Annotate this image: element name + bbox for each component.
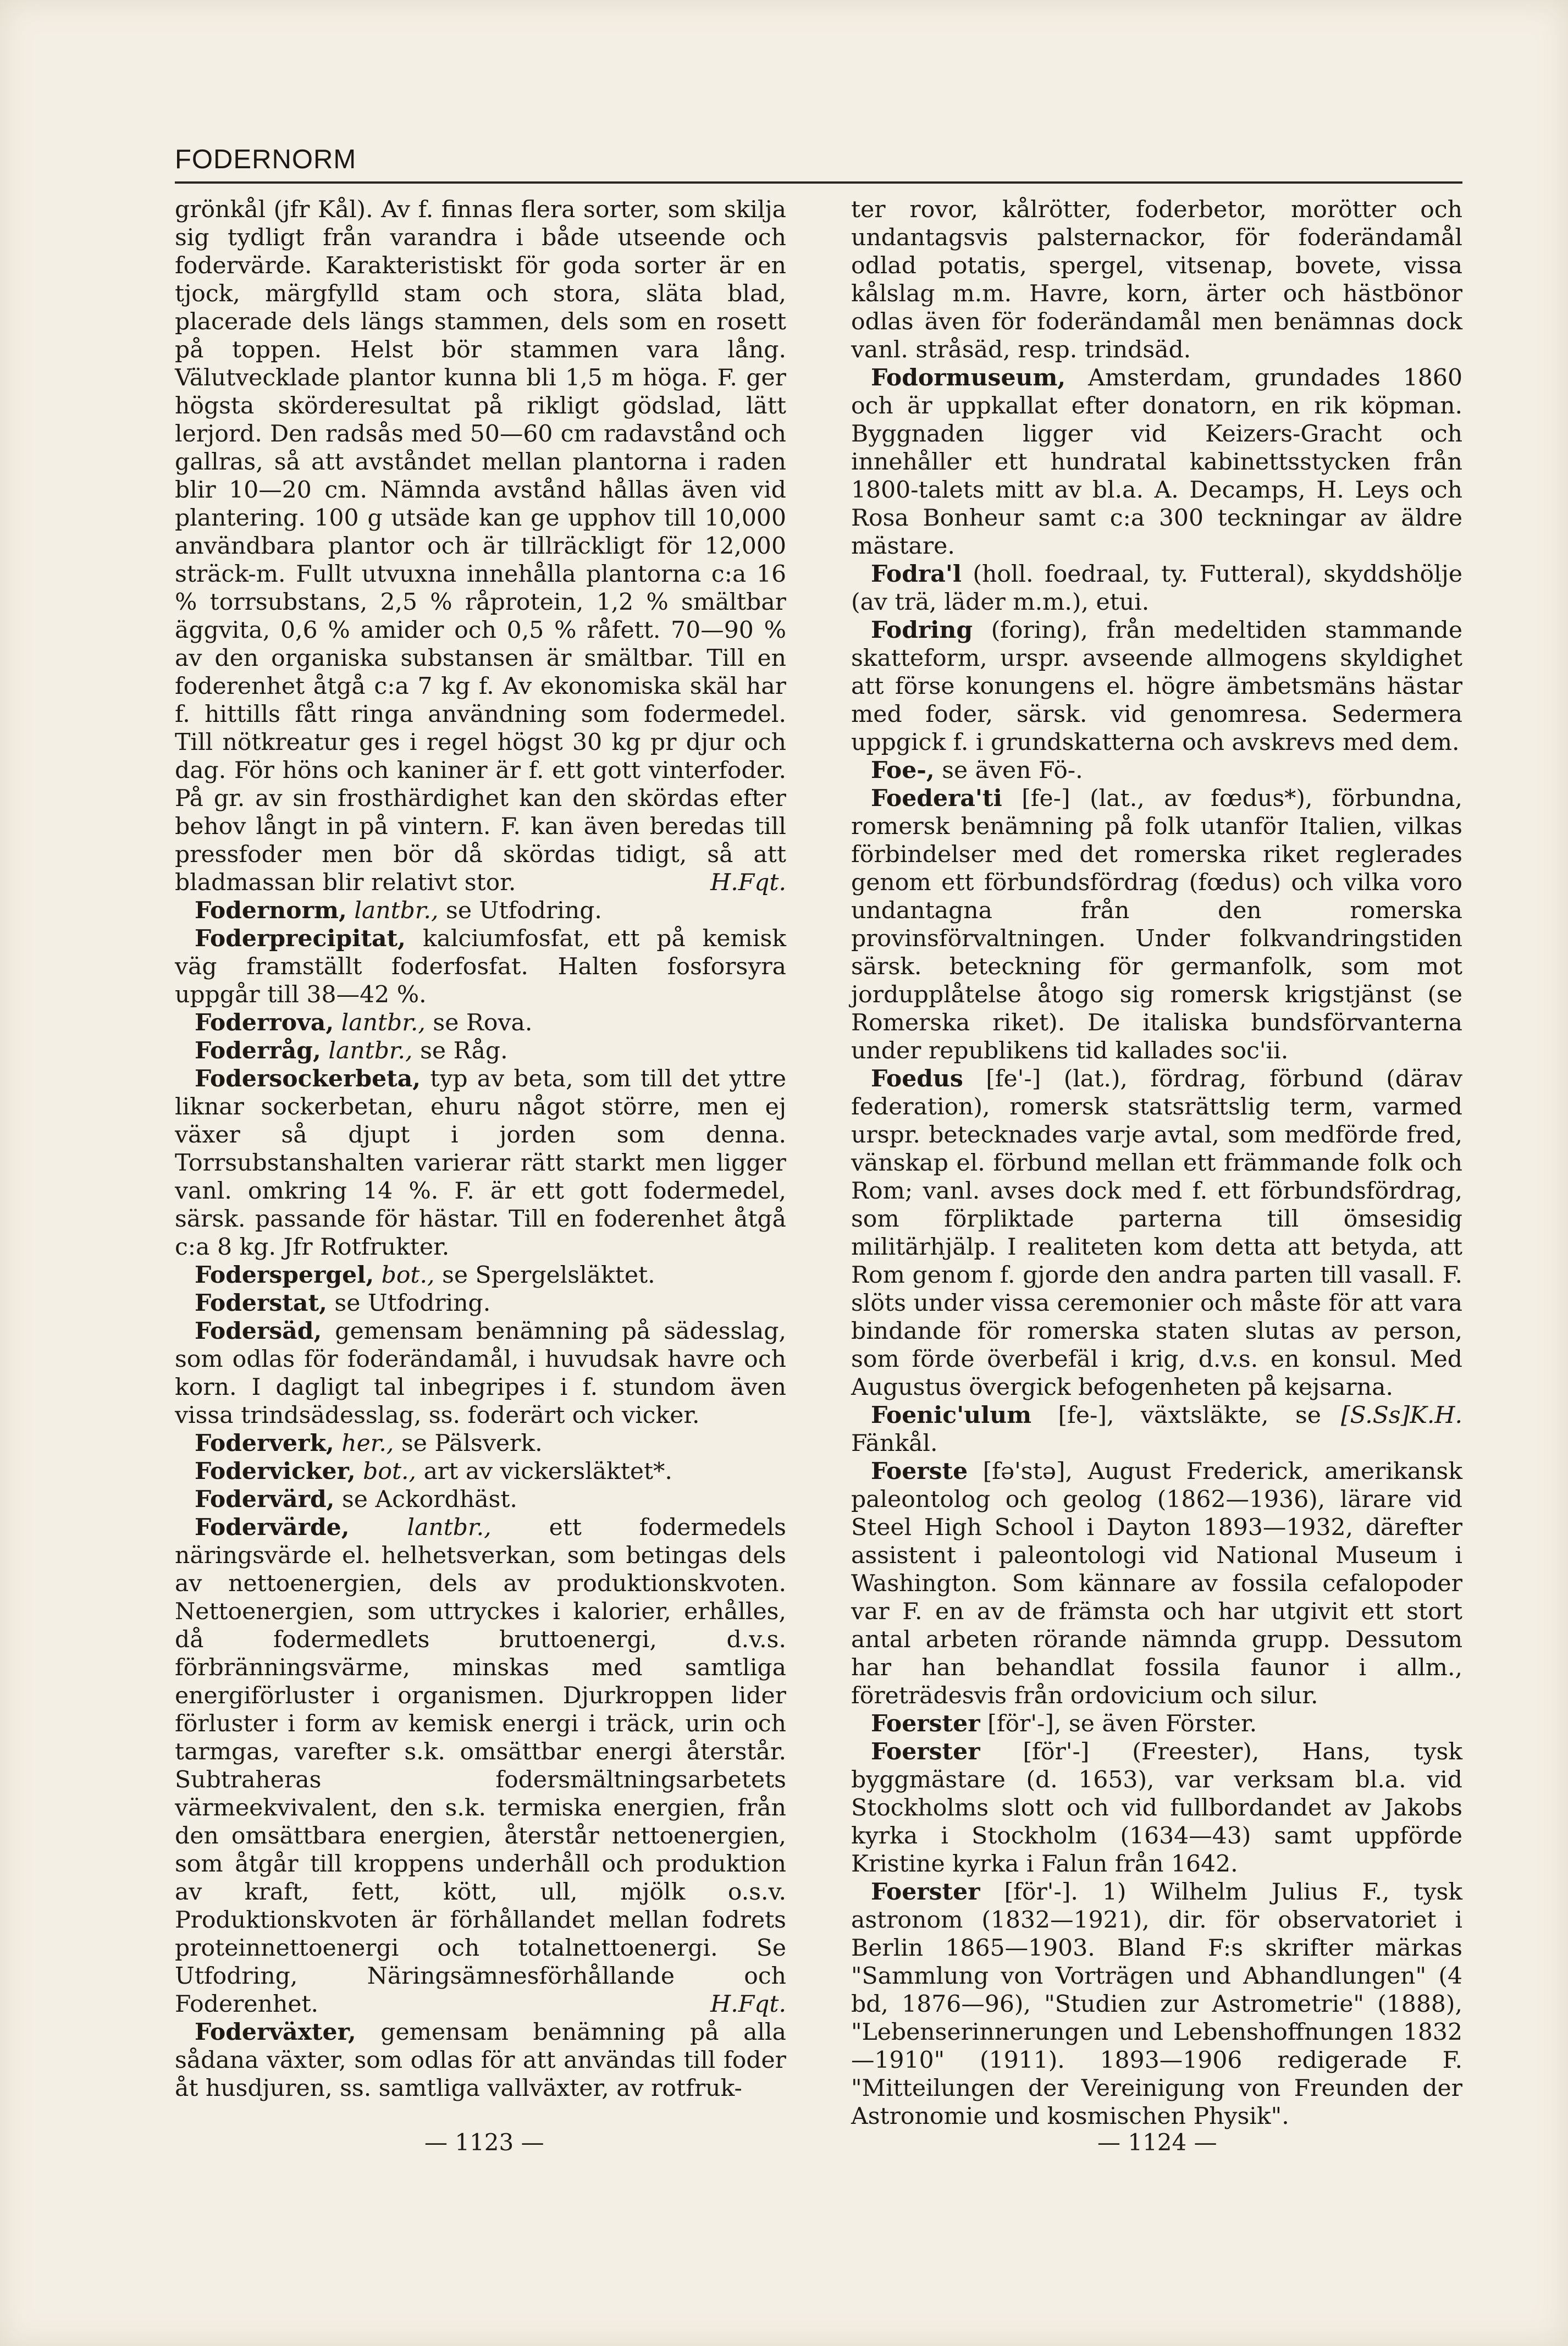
entry-headword: Foderspergel, [195, 1261, 374, 1289]
running-title: FODERNORM [175, 145, 357, 174]
entry-headword: Fodormuseum, [871, 364, 1066, 391]
entry-text: se Utfodring. [446, 897, 602, 924]
entry-headword: Fodersäd, [195, 1317, 322, 1345]
dictionary-entry [175, 1009, 786, 1037]
entry-field-label: bot., [381, 1262, 435, 1289]
entry-text: (holl. foedraal, ty. Futteral), skyddshölje (av trä, läder m.m.), etui. [851, 561, 1462, 616]
entry-text: se Ackordhäst. [342, 1486, 517, 1513]
dictionary-entry [851, 560, 1462, 616]
dictionary-entry [175, 1289, 786, 1317]
page-number-left: — 1123 — [424, 2129, 544, 2156]
entry-headword: Foderväxter, [195, 2018, 356, 2046]
entry-text: se Spergelsläktet. [442, 1262, 655, 1289]
left-intro [175, 196, 786, 897]
left-column [175, 196, 786, 2102]
entry-text: kalciumfosfat, ett på kemisk väg framställt foderfosfat. Halten fosforsyra uppgår till 38—42 %. [175, 925, 787, 1008]
dictionary-entry [851, 785, 1462, 1065]
entry-text: [fe'-] (lat.), fördrag, förbund (därav federation), romersk statsrättslig term, varmed urspr. betecknades varje avtal, som medförde fred, vänskap el. förbund mellan ett främmande folk och Rom; vanl. avses dock med f. ett förbundsfördrag, som förpliktade parterna till ömsesidig militärhjälp. I realiteten kom detta att betyda, att Rom genom f. gjorde den andra parten till vasall. F. slöts under vissa ceremonier och måste för att vara bindande för romerska staten slutas av person, som förde överbefäl i krig, d.v.s. en konsul. Med Augustus övergick befogenheten på kejsarna. [851, 1066, 1462, 1401]
entry-headword: Foerster [871, 1738, 980, 1765]
entry-headword: Foerster [871, 1710, 980, 1737]
entry-field-label: lantbr., [407, 1514, 492, 1541]
entry-headword: Foerster [871, 1878, 980, 1906]
dictionary-entry [851, 757, 1462, 785]
dictionary-entry [851, 1710, 1462, 1738]
entry-text: (foring), från medeltiden stammande skatteform, urspr. avseende allmogens skyldighet att förse konungens el. högre ämbetsmäns hästar med foder, särsk. vid genomresa. Sedermera uppgick f. i grundskatterna och avskrevs med dem. [851, 617, 1462, 756]
dictionary-entry [851, 616, 1462, 757]
intro-text: grönkål (jfr Kål). Av f. finnas flera sorter, som skilja sig tydligt från varandra i både utseende och fodervärde. Karakteristiskt för goda sorter är en tjock, märgfylld stam och stora, släta blad, placerade dels längs stammen, dels som en rosett på toppen. Helst bör stammen vara lång. Välutvecklade plantor kunna bli 1,5 m höga. F. ger högsta skörderesultat på rikligt gödslad, lätt lerjord. Den radsås med 50—60 cm radavstånd och gallras, så att avståndet mellan plantorna i raden blir 10—20 cm. Nämnda avstånd hållas även vid plantering. 100 g utsäde kan ge upphov till 10,000 användbara plantor och är tillräckligt för 12,000 sträck-m. Fullt utvuxna innehålla plantorna c:a 16 % torrsubstans, 2,5 % råprotein, 1,2 % smältbar äggvita, 0,6 % amider och 0,5 % råfett. 70—90 % av den organiska substansen är smältbar. Till en foderenhet åtgå c:a 7 kg f. Av ekonomiska skäl har f. hittills fått ringa användning som fodermedel. Till nötkreatur ges i regel högst 30 kg pr djur och dag. För höns och kaniner är f. ett gott vinterfoder. På gr. av sin frosthärdighet kan den skördas efter behov långt in på vintern. F. kan även beredas till pressfoder men bör då skördas tidigt, så att bladmassan blir relativt stor. [175, 196, 786, 896]
signature: H.Fqt. [710, 1991, 786, 2018]
entry-text: typ av beta, som till det yttre liknar sockerbetan, ehuru något större, men ej växer så djupt i jorden som denna. Torrsubstanshalten varierar rätt starkt men ligger vanl. omkring 14 %. F. är ett gott fodermedel, särsk. passande för hästar. Till en foderenhet åtgå c:a 8 kg. Jfr Rotfrukter. [175, 1066, 787, 1261]
dictionary-entry [175, 1037, 786, 1065]
entry-headword: Foenic'ulum [871, 1401, 1032, 1429]
entry-text: se Utfodring. [334, 1290, 491, 1317]
entry-field-label: her., [341, 1430, 394, 1457]
entry-text: [fe-], växtsläkte, se Fänkål. [851, 1402, 1321, 1457]
entry-text: [fe-] (lat., av fœdus*), förbundna, romersk benämning på folk utanför Italien, vilkas förbindelser med det romerska riket reglerades genom ett förbundsfördrag (fœdus) och vilka voro undantagna från den romerska provinsförvaltningen. Under folkvandringstiden särsk. beteckning för germanfolk, som mot jordupplåtelse åtogo sig romersk krigstjänst (se Romerska riket). De italiska bundsförvanterna under republikens tid kallades soc'ii. [851, 785, 1463, 1064]
entry-headword: Foedus [871, 1065, 963, 1092]
dictionary-entry [175, 925, 786, 1009]
entry-text: art av vickersläktet*. [423, 1458, 672, 1485]
entry-headword: Foe-, [871, 757, 935, 784]
entry-headword: Foedera'ti [871, 785, 1002, 812]
entry-text: Amsterdam, grundades 1860 och är uppkallat efter donatorn, en rik köpman. Byggnaden ligger vid Keizers-Gracht och innehåller ett hundratal kabinettsstycken från 1800-talets mitt av bl.a. A. Decamps, H. Leys och Rosa Bonheur samt c:a 300 teckningar av äldre mästare. [851, 365, 1462, 560]
entry-headword: Fodersockerbeta, [195, 1065, 421, 1092]
entry-headword: Foderråg, [195, 1037, 321, 1064]
header-rule [175, 181, 1462, 184]
entry-headword: Fodervärd, [195, 1486, 335, 1513]
entry-text: gemensam benämning på alla sådana växter, som odlas för att användas till foder åt husdjuren, ss. samtliga vallväxter, av rotfruk- [175, 2019, 786, 2102]
entry-headword: Foderverk, [195, 1429, 334, 1457]
entry-field-label: bot., [363, 1458, 417, 1485]
entry-field-label: lantbr., [328, 1037, 413, 1064]
entry-headword: Foerste [871, 1458, 968, 1485]
dictionary-entry [175, 1458, 786, 1486]
right-column [851, 196, 1462, 2130]
dictionary-entry [175, 1429, 786, 1458]
dictionary-entry [175, 1486, 786, 1514]
entry-text: gemensam benämning på sädesslag, som odlas för foderändamål, i huvudsak havre och korn. I dagligt tal inbegripes i f. stundom även vissa trindsädesslag, ss. foderärt och vicker. [175, 1318, 786, 1429]
entry-headword: Fodring [871, 616, 973, 644]
dictionary-entry [851, 1878, 1462, 2130]
right-continuation: ter rovor, kålrötter, foderbetor, morötter och undantagsvis palsternackor, för foderändamål odlad potatis, spergel, vitsenap, bovete, vissa kålslag m.m. Havre, korn, ärter och hästbönor odlas även för foderändamål men benämnas dock vanl. stråsäd, resp. trindsäd. [851, 196, 1462, 363]
dictionary-entry [175, 1317, 786, 1429]
dictionary-entry [851, 1458, 1462, 1710]
dictionary-entry [175, 1261, 786, 1289]
dictionary-entry [175, 1514, 786, 2018]
entry-text: se även Fö-. [942, 757, 1083, 784]
entry-text: ett fodermedels näringsvärde el. helhetsverkan, som betingas dels av nettoenergien, dels av produktionskvoten. Nettoenergien, som uttryckes i kalorier, erhålles, då fodermedlets bruttoenergi, d.v.s. förbränningsvärme, minskas med samtliga energiförluster i organismen. Djurkroppen lider förluster i form av kemisk energi i träck, urin och tarmgas, varefter s.k. omsättbar energi återstår. Subtraheras fodersmältningsarbetets värmeekvivalent, den s.k. termiska energien, från den omsättbara energien, återstår nettoenergien, som åtgår till kroppens underhåll och produktion av kraft, fett, kött, ull, mjölk o.s.v. Produktionskvoten är förhållandet mellan fodrets proteinnettoenergi och totalnettoenergi. Se Utfodring, Näringsämnesförhållande och Foderenhet. [175, 1514, 786, 2018]
left-entries [175, 897, 786, 2102]
signature: [S.Ss]K.H. [1340, 1402, 1462, 1429]
entry-text: se Rova. [433, 1009, 533, 1036]
dictionary-entry [175, 1065, 786, 1261]
right-entries [851, 364, 1462, 2130]
entry-headword: Foderrova, [195, 1009, 334, 1036]
dictionary-entry [175, 2018, 786, 2102]
entry-text: [för'-], se även Förster. [987, 1710, 1257, 1737]
entry-text: se Pälsverk. [401, 1430, 543, 1457]
dictionary-entry [175, 897, 786, 925]
entry-headword: Foderprecipitat, [195, 925, 406, 952]
entry-field-label: lantbr., [354, 897, 439, 924]
entry-headword: Fodervärde, [195, 1514, 350, 1541]
signature: H.Fqt. [710, 869, 786, 896]
entry-headword: Fodra'l [871, 560, 962, 588]
entry-text: [för'-]. 1) Wilhelm Julius F., tysk astronom (1832—1921), dir. för observatoriet i Berlin 1865—1903. Bland F:s skrifter märkas "Sammlung von Vorträgen und Abhandlungen" (4 bd, 1876—96), "Studien zur Astrometrie" (1888), "Lebenserinnerungen und Lebenshoffnungen 1832—1910" (1911). 1893—1906 redigerade F. "Mitteilungen der Vereinigung von Freunden der Astronomie und kosmischen Physik". [851, 1879, 1463, 2130]
entry-text: [för'-] (Freester), Hans, tysk byggmästare (d. 1653), var verksam bl.a. vid Stockholms slott och vid fullbordandet av Jakobs kyrka i Stockholm (1634—43) samt uppförde Kristine kyrka i Falun från 1642. [851, 1738, 1463, 1878]
entry-text: se Råg. [420, 1037, 508, 1064]
page-number-right: — 1124 — [1097, 2129, 1217, 2156]
entry-field-label: lantbr., [341, 1009, 426, 1036]
entry-text: [fə'stə], August Frederick, amerikansk paleontolog och geolog (1862—1936), lärare vid Steel High School i Dayton 1893—1932, därefter assistent i paleontologi vid National Museum i Washington. Som kännare av fossila cefalopoder var F. en av de främsta och har utgivit ett stort antal arbeten rörande nämnda grupp. Dessutom har han behandlat fossila faunor i allm., företrädesvis från ordovicium och silur. [851, 1458, 1462, 1709]
dictionary-entry [851, 1738, 1462, 1878]
entry-headword: Fodernorm, [195, 897, 347, 924]
entry-headword: Fodervicker, [195, 1458, 356, 1485]
dictionary-entry [851, 364, 1462, 560]
entry-headword: Foderstat, [195, 1289, 327, 1317]
